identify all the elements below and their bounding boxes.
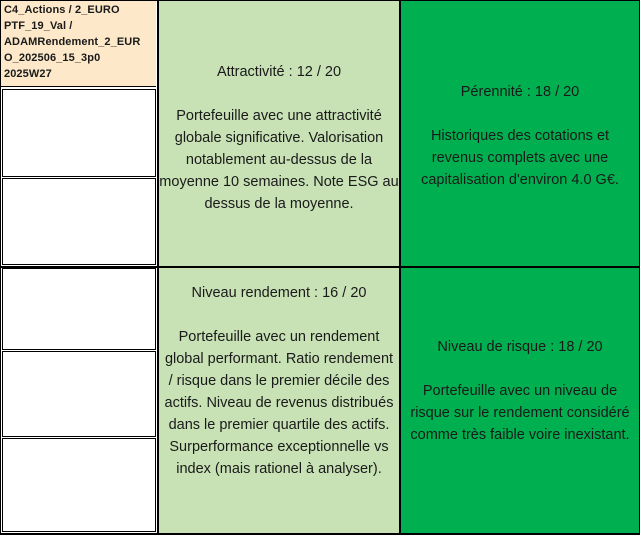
empty-cell-1 [2, 89, 156, 177]
portfolio-label-line5: 2025W27 [4, 68, 52, 80]
attractivite-text: Portefeuille avec une attractivité globale significative. Valorisation notablement au-dessus de la moyenne 10 semaines. Note ESG au dessus de la moyenne. [159, 108, 399, 212]
empty-cell-3 [2, 268, 156, 350]
rendement-text: Portefeuille avec un rendement global performant. Ratio rendement / risque dans le premier décile des actifs. Niveau de revenus distribués dans le premier quartile des actifs. Surperformance exceptionnelle vs index (mais rationel à analyser). [164, 329, 394, 477]
row-separator [0, 266, 640, 268]
perennite-cell [410, 81, 630, 191]
rendement-title: Niveau rendement : 16 / 20 [191, 285, 367, 301]
risque-title: Niveau de risque : 18 / 20 [437, 339, 603, 355]
risque-cell [405, 336, 635, 446]
empty-cell-5 [2, 438, 156, 532]
empty-cell-4 [2, 351, 156, 437]
portfolio-label-line2: PTF_19_Val / [4, 20, 73, 32]
portfolio-label [1, 1, 156, 87]
attractivite-title: Attractivité : 12 / 20 [216, 64, 342, 80]
portfolio-label-line4: O_202506_15_3p0 [4, 52, 101, 64]
portfolio-label-line1: C4_Actions / 2_EURO [4, 4, 120, 16]
perennite-text: Historiques des cotations et revenus complets avec une capitalisation d'environ 4.0 G€. [421, 128, 619, 188]
perennite-title: Pérennité : 18 / 20 [460, 84, 580, 100]
rendement-cell [161, 282, 397, 480]
top-border [157, 0, 640, 1]
empty-cell-2 [2, 178, 156, 265]
portfolio-label-line3: ADAMRendement_2_EUR [4, 36, 141, 48]
attractivite-cell [159, 61, 399, 215]
risque-text: Portefeuille avec un niveau de risque sur le rendement considéré comme très faible voire inexistant. [410, 383, 630, 443]
